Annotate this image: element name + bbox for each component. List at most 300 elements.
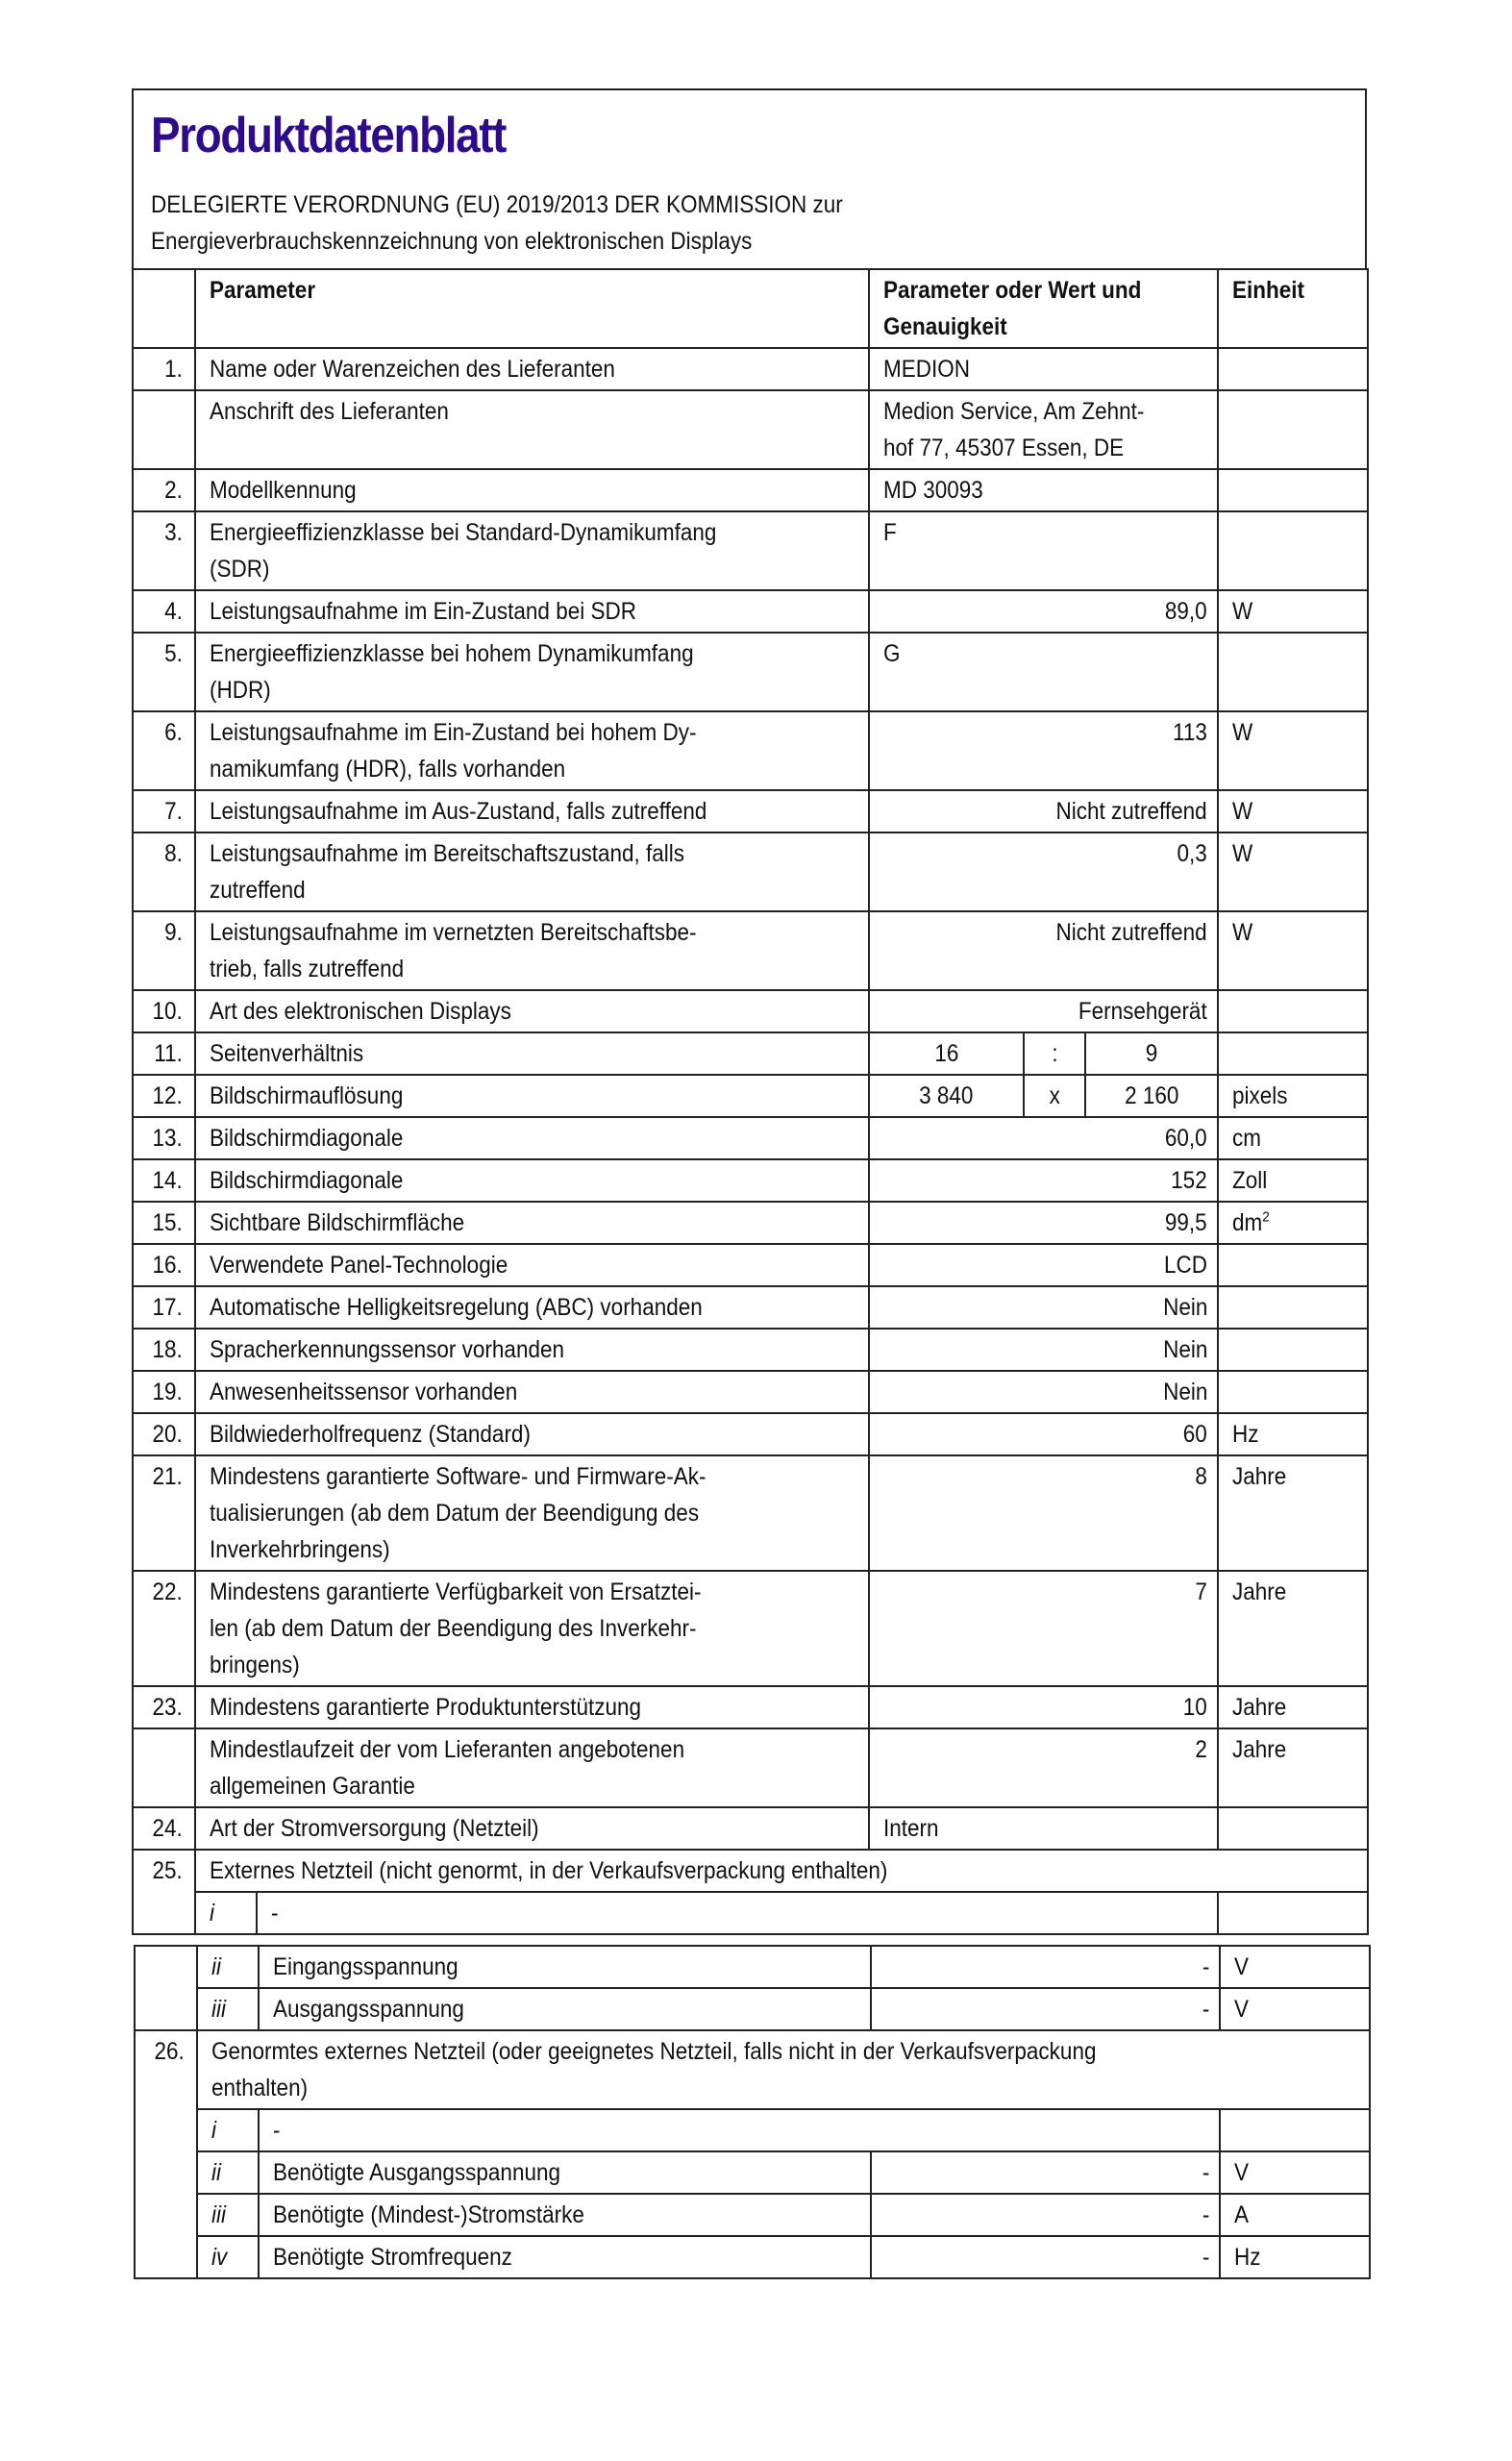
table-header-row [133,269,1368,348]
row-number [133,990,195,1032]
cell-text: 60,0 [1165,1125,1207,1152]
cell-text: W [1232,798,1253,825]
cell-text: zutreffend [210,877,306,904]
row-number [133,1850,195,1934]
row-parameter [195,390,869,469]
cell-text: 23. [152,1694,183,1721]
section-26-sub-row [135,2151,1370,2194]
cell-text: 14. [152,1167,183,1194]
row-unit [1218,1159,1368,1202]
regulation-subtitle [151,186,1231,260]
row-unit [1218,469,1368,511]
row-value [869,1571,1218,1686]
table-row [133,1117,1368,1159]
cell-text: (SDR) [210,556,270,583]
row-number [133,1728,195,1807]
row-value [869,1244,1218,1286]
sub-unit [1220,2194,1370,2236]
cell-text: iii [211,1996,227,2023]
row-parameter [195,790,869,833]
sub-label [259,1988,871,2030]
cell-text: allgemeinen Garantie [210,1773,415,1800]
sub-value [871,2236,1220,2278]
row-parameter [195,1117,869,1159]
cell-text: (HDR) [210,677,271,704]
cell-text: Anwesenheitssensor vorhanden [210,1379,518,1405]
table-row [133,390,1368,469]
roman-index [197,2109,259,2151]
row-parameter [195,1286,869,1329]
cell-text: Nicht zutreffend [1055,919,1207,946]
row-number [133,1413,195,1455]
row-value [869,1371,1218,1413]
row-value [869,469,1218,511]
row-parameter [195,348,869,390]
table-row [133,1032,1368,1075]
parameter-table-continued [134,1945,1371,2279]
row-value [869,833,1218,911]
row-parameter [195,833,869,911]
section-26-header [135,2030,1370,2109]
cell-text: Fernsehgerät [1078,998,1207,1025]
cell-text: LCD [1163,1252,1207,1279]
cell-text: 19. [152,1379,183,1405]
roman-index [195,1892,257,1934]
cell-text: : [1051,1040,1058,1067]
row-number [133,348,195,390]
cell-text: 7 [1195,1579,1207,1605]
table-row [133,711,1368,790]
section-26-sub-row [135,2236,1370,2278]
row-parameter [195,990,869,1032]
row-unit [1218,1032,1368,1075]
header-num [133,269,195,348]
cell-text: 11. [154,1040,183,1067]
cell-text: Bildschirmauflösung [210,1082,404,1109]
table-row [133,1728,1368,1807]
cell-text: bringens) [210,1652,300,1678]
cell-text: Parameter [210,277,316,304]
cell-text: Jahre [1232,1736,1287,1763]
cell-text: Verwendete Panel-Technologie [210,1252,508,1279]
cell-text: Eingangsspannung [273,1953,459,1980]
roman-index [197,2236,259,2278]
cell-text: 8. [164,840,183,867]
aspect-height [1085,1032,1218,1075]
row-unit [1218,1807,1368,1850]
resolution-height [1085,1075,1218,1117]
table-row [133,633,1368,711]
cell-text: V [1234,1996,1250,2023]
cell-text: Nein [1162,1294,1207,1321]
header-unit [1218,269,1368,348]
cell-text: enthalten) [211,2075,309,2101]
row-value [869,1455,1218,1571]
sub-unit [1220,2236,1370,2278]
resolution-separator [1024,1075,1085,1117]
cell-text: Hz [1234,2244,1261,2271]
cell-text: 1. [164,356,183,383]
cell-text: W [1232,598,1253,625]
page-title: Produktdatenblatt [151,108,507,163]
cell-text: Automatische Helligkeitsregelung (ABC) vorhanden [210,1294,703,1321]
cell-text: 2. [164,477,183,504]
row-number [133,1244,195,1286]
cell-text: cm [1232,1125,1261,1152]
cell-text: W [1232,719,1253,746]
cell-text: iii [211,2201,227,2228]
cell-text: 24. [152,1815,183,1842]
row-number [133,711,195,790]
row-unit [1218,1329,1368,1371]
row-number [133,1159,195,1202]
section-25-sub-row [135,1988,1370,2030]
sub-unit [1220,2151,1370,2194]
cell-text: pixels [1232,1082,1288,1109]
sub-label [257,1892,1218,1934]
table-row [133,1244,1368,1286]
row-unit [1218,833,1368,911]
cell-text: len (ab dem Datum der Beendigung des Inverkehr- [210,1615,697,1642]
row-value [869,390,1218,469]
table-row [133,1571,1368,1686]
cell-text: 18. [152,1336,183,1363]
table-row [133,833,1368,911]
row-number [133,590,195,633]
parameter-table [132,268,1369,1935]
cell-text: 9 [1145,1040,1158,1067]
product-data-sheet [132,88,1367,2279]
row-parameter [195,911,869,990]
cell-text: Einheit [1232,277,1305,304]
cell-text: ii [211,2159,221,2186]
row-parameter [195,511,869,590]
cell-text: x [1049,1082,1060,1109]
row-value [869,1329,1218,1371]
row-parameter [195,1728,869,1807]
cell-text: - [271,1900,279,1927]
row-unit [1218,1286,1368,1329]
cell-text: Benötigte (Mindest-)Stromstärke [273,2201,584,2228]
cell-text: Jahre [1232,1579,1287,1605]
cell-text: MD 30093 [883,477,983,504]
cell-text: Benötigte Stromfrequenz [273,2244,512,2271]
table-row [133,1455,1368,1571]
cell-text: 17. [152,1294,183,1321]
cell-text: Energieeffizienzklasse bei Standard-Dynamikumfang [210,519,717,546]
cell-text: F [883,519,897,546]
cell-text: iv [211,2244,228,2271]
header-parameter [195,269,869,348]
cell-text: 10. [152,998,183,1025]
row-parameter [195,1455,869,1571]
cell-text: Genauigkeit [883,313,1007,340]
sub-value [871,2151,1220,2194]
cell-text: Nicht zutreffend [1055,798,1207,825]
sub-value [871,2194,1220,2236]
cell-text: Intern [883,1815,939,1842]
row-value [869,633,1218,711]
row-unit [1218,633,1368,711]
sub-label [259,2194,871,2236]
section-26-sub-row [135,2194,1370,2236]
cell-text: - [1202,1953,1210,1980]
row-number [133,1686,195,1728]
row-parameter [195,1032,869,1075]
sub-label [259,1946,871,1988]
roman-index [197,1988,259,2030]
row-unit [1218,1371,1368,1413]
row-number [133,1075,195,1117]
row-unit [1218,1455,1368,1571]
cell-text: 2 160 [1124,1082,1179,1109]
row-number [133,1371,195,1413]
row-parameter [195,1807,869,1850]
row-parameter [195,1686,869,1728]
cell-text: Spracherkennungssensor vorhanden [210,1336,564,1363]
row-parameter [195,1571,869,1686]
sub-unit [1220,1988,1370,2030]
cell-text: 10 [1182,1694,1207,1721]
table-row [133,911,1368,990]
sub-value [871,1988,1220,2030]
cell-text: Jahre [1232,1694,1287,1721]
roman-index [197,2194,259,2236]
cell-text: $dm^2$ [1232,1208,1270,1236]
sub-label [259,2236,871,2278]
cell-text: Modellkennung [210,477,357,504]
cell-text: Bildschirmdiagonale [210,1125,404,1152]
row-number [133,1032,195,1075]
cell-text: 12. [152,1082,183,1109]
cell-text: 25. [152,1857,183,1884]
row-number [133,1202,195,1244]
cell-text: 89,0 [1165,598,1207,625]
cell-text: A [1234,2201,1250,2228]
cell-text: Leistungsaufnahme im Bereitschaftszustand, falls [210,840,685,867]
cell-text: - [1202,1996,1210,2023]
section-26-title [197,2030,1370,2109]
cell-text: Anschrift des Lieferanten [210,398,449,425]
section-25-title [195,1850,1368,1892]
cell-text: 15. [152,1209,183,1236]
cell-text: W [1232,840,1253,867]
row-unit [1218,511,1368,590]
row-parameter [195,711,869,790]
cell-text: 7. [164,798,183,825]
cell-text: trieb, falls zutreffend [210,956,405,982]
row-number [133,1286,195,1329]
row-parameter [195,1244,869,1286]
row-unit [1218,590,1368,633]
cell-text: Medion Service, Am Zehnt- [883,398,1145,425]
row-unit [1218,390,1368,469]
row-value [869,990,1218,1032]
cell-text: Ausgangsspannung [273,1996,464,2023]
row-number [133,469,195,511]
row-unit [1218,348,1368,390]
row-number [133,911,195,990]
resolution-width [869,1075,1024,1117]
sub-unit [1218,1892,1368,1934]
aspect-width [869,1032,1024,1075]
cell-text: Zoll [1232,1167,1268,1194]
section-25-sub-row [135,1946,1370,1988]
row-unit [1218,1244,1368,1286]
table-row [133,348,1368,390]
table-row [133,1286,1368,1329]
row-unit [1218,1117,1368,1159]
row-number [133,1455,195,1571]
cell-text: Sichtbare Bildschirmfläche [210,1209,465,1236]
row-parameter [195,1371,869,1413]
cell-text: W [1232,919,1253,946]
sub-label [259,2109,1220,2151]
section-25-header [133,1850,1368,1892]
cell-text: Leistungsaufnahme im vernetzten Bereitschaftsbe- [210,919,697,946]
cell-text: Externes Netzteil (nicht genormt, in der Verkaufsverpackung enthalten) [210,1857,888,1884]
cell-text: 3 840 [919,1082,974,1109]
cell-text: 26. [154,2038,185,2065]
row-value [869,1413,1218,1455]
subtitle-line-2: Energieverbrauchskennzeichnung von elektronischen Displays [151,228,753,255]
cell-text: Nein [1162,1336,1207,1363]
row-unit [1218,1686,1368,1728]
row-parameter [195,1202,869,1244]
table-row [133,1371,1368,1413]
row-number [133,833,195,911]
cell-text: i [211,2117,217,2144]
row-unit [1218,1202,1368,1244]
cell-text: Art der Stromversorgung (Netzteil) [210,1815,539,1842]
table-row [133,511,1368,590]
row-value [869,1117,1218,1159]
title-box [132,88,1367,268]
row-value [869,511,1218,590]
cell-text: Bildschirmdiagonale [210,1167,404,1194]
cell-text: 4. [164,598,183,625]
table-row [133,990,1368,1032]
cell-text: Seitenverhältnis [210,1040,364,1067]
row-value [869,1159,1218,1202]
cell-text: hof 77, 45307 Essen, DE [883,435,1125,461]
cell-text: Hz [1232,1421,1259,1448]
row-unit [1218,711,1368,790]
row-number [133,1329,195,1371]
cell-text: 5. [164,640,183,667]
row-value [869,1807,1218,1850]
roman-index [197,2151,259,2194]
cell-text: V [1234,2159,1250,2186]
cell-text: tualisierungen (ab dem Datum der Beendigung des [210,1500,700,1527]
row-value [869,1686,1218,1728]
page-break-gap [132,1935,1367,1945]
row-number [133,633,195,711]
cell-text: Inverkehrbringens) [210,1536,390,1563]
cell-text: Mindestlaufzeit der vom Lieferanten angebotenen [210,1736,685,1763]
row-parameter [195,469,869,511]
row-value [869,1728,1218,1807]
cell-text: Leistungsaufnahme im Ein-Zustand bei hohem Dy- [210,719,697,746]
row-value [869,590,1218,633]
row-value [869,711,1218,790]
row-unit [1218,1413,1368,1455]
cell-text: Jahre [1232,1463,1287,1490]
sub-value [871,1946,1220,1988]
cell-text: 0,3 [1177,840,1207,867]
cell-text: Art des elektronischen Displays [210,998,511,1025]
aspect-separator [1024,1032,1085,1075]
row-unit [1218,1571,1368,1686]
header-value [869,269,1218,348]
cell-text: 13. [152,1125,183,1152]
cell-text: 6. [164,719,183,746]
row-value [869,790,1218,833]
row-parameter [195,590,869,633]
table-row [133,590,1368,633]
cell-text: Name oder Warenzeichen des Lieferanten [210,356,615,383]
row-value [869,348,1218,390]
cell-text: Genormtes externes Netzteil (oder geeignetes Netzteil, falls nicht in der Verkaufsverpackung [211,2038,1097,2065]
cell-text: 152 [1171,1167,1207,1194]
cell-text: - [1202,2159,1210,2186]
cell-text: 9. [164,919,183,946]
subtitle-line-1: DELEGIERTE VERORDNUNG (EU) 2019/2013 DER KOMMISSION zur [151,191,843,218]
cell-text: Nein [1162,1379,1207,1405]
row-number [133,1117,195,1159]
row-number [133,790,195,833]
cell-text: 20. [152,1421,183,1448]
cell-text: 113 [1173,719,1207,746]
row-parameter [195,1413,869,1455]
cell-text: 99,5 [1165,1209,1207,1236]
row-value [869,911,1218,990]
row-unit [1218,1728,1368,1807]
row-unit [1218,1075,1368,1117]
cell-text: 8 [1195,1463,1207,1490]
cell-text: 3. [164,519,183,546]
cell-text: Mindestens garantierte Software- und Firmware-Ak- [210,1463,706,1490]
row-unit [1218,911,1368,990]
table-row [133,1686,1368,1728]
row-value [869,1202,1218,1244]
row-number [135,2030,197,2278]
row-unit [1218,990,1368,1032]
cell-text: MEDION [883,356,970,383]
table-row [133,469,1368,511]
row-number [133,511,195,590]
cell-text: Bildwiederholfrequenz (Standard) [210,1421,531,1448]
row-value [869,1286,1218,1329]
cell-text: Mindestens garantierte Produktunterstützung [210,1694,642,1721]
row-number [133,1571,195,1686]
sub-unit [1220,1946,1370,1988]
row-number-empty [135,1946,197,2030]
row-parameter [195,1329,869,1371]
section-26-sub-row [135,2109,1370,2151]
cell-text: Mindestens garantierte Verfügbarkeit von Ersatztei- [210,1579,702,1605]
cell-text: 22. [152,1579,183,1605]
cell-text: V [1234,1953,1250,1980]
cell-text: Parameter oder Wert und [883,277,1142,304]
row-number [133,390,195,469]
table-row [133,1413,1368,1455]
cell-text: 16. [152,1252,183,1279]
table-row [133,1159,1368,1202]
cell-text: G [883,640,901,667]
section-25-sub-row [133,1892,1368,1934]
table-row [133,1202,1368,1244]
